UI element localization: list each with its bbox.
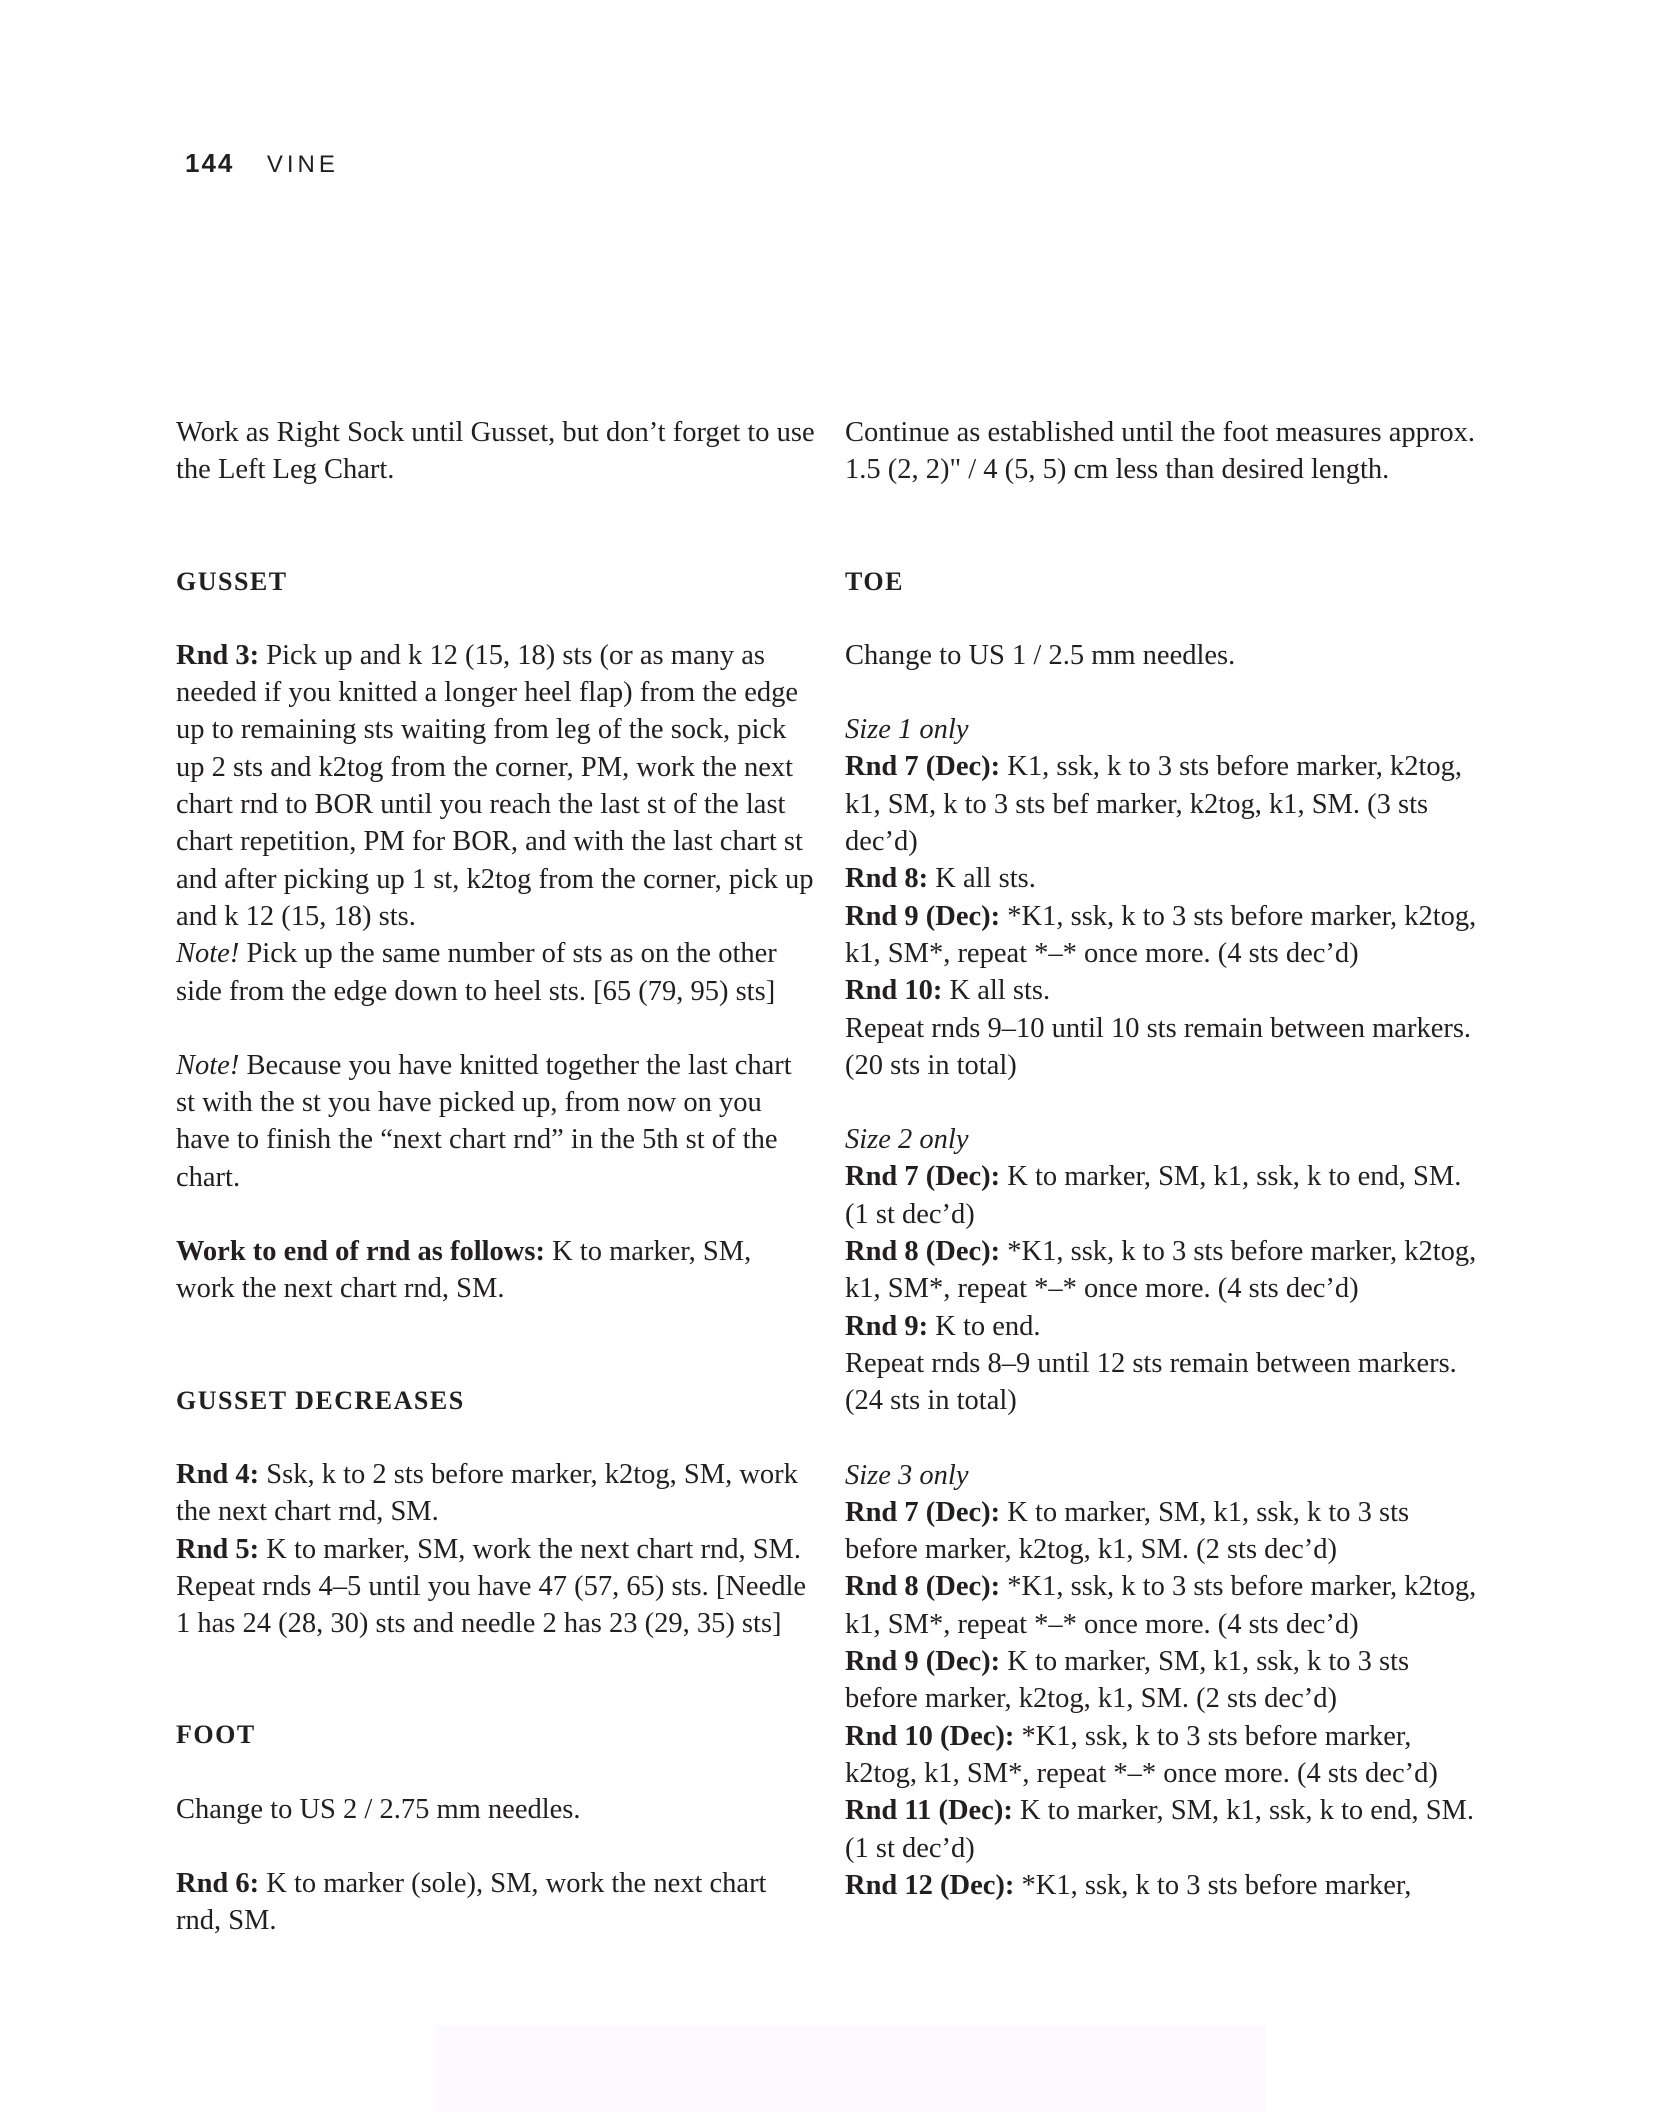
rnd3-text: Pick up and k 12 (15, 18) sts (or as many as needed if you knitted a longer heel flap) from the edge up to remaining sts waiting from leg of the sock, pick up 2 sts and k2tog from the corner, PM, work the next chart rnd to BOR until you reach the last st of the last chart repetition, PM for BOR, and with the last chart st and after picking up 1 st, k2tog from the corner, pick up and k 12 (15, 18) sts. <box>176 639 814 932</box>
size3-rnd11-label: Rnd 11 (Dec): <box>845 1795 1013 1827</box>
note1-text: Pick up the same number of sts as on the other side from the edge down to heel sts. [65 (79, 95) sts] <box>176 938 777 1007</box>
repeat-4-5-paragraph: Repeat rnds 4–5 until you have 47 (57, 65) sts. [Needle 1 has 24 (28, 30) sts and needle 2 has 23 (29, 35) sts] <box>176 1570 807 1640</box>
note2-text: Because you have knitted together the last chart st with the st you have picked up, from now on you have to finish the “next chart rnd” in the 5th st of the chart. <box>176 1049 792 1193</box>
footer-panel <box>436 2026 1266 2112</box>
rnd4-label: Rnd 4: <box>176 1458 260 1490</box>
size1-rnd10-label: Rnd 10: <box>845 975 943 1007</box>
note2-paragraph <box>176 1047 816 1196</box>
size2-rnd8 <box>845 1233 1485 1308</box>
size3-rnd12-text: *K1, ssk, k to 3 sts before marker, <box>1014 1869 1412 1901</box>
size1-label-text: Size 1 only <box>845 714 969 746</box>
size1-rnd10 <box>845 972 1485 1009</box>
rnd3-label: Rnd 3: <box>176 639 260 671</box>
size2-rnd8-label: Rnd 8 (Dec): <box>845 1236 1001 1268</box>
rnd3-paragraph <box>176 637 816 935</box>
size2-label <box>845 1121 1485 1158</box>
rnd5-text: K to marker, SM, work the next chart rnd, SM. <box>259 1533 802 1565</box>
size3-rnd7-text: K to marker, SM, k1, ssk, k to 3 sts before marker, k2tog, k1, SM. (2 sts dec’d) <box>845 1496 1410 1566</box>
size2-rnd7 <box>845 1158 1485 1233</box>
rnd5-label: Rnd 5: <box>176 1533 260 1565</box>
size3-label <box>845 1457 1485 1494</box>
rnd6-paragraph <box>176 1865 816 1940</box>
running-title: VINE <box>266 151 339 178</box>
size3-rnd9 <box>845 1643 1485 1718</box>
toe-heading: TOE <box>845 566 904 596</box>
size1-repeat: Repeat rnds 9–10 until 10 sts remain between markers. (20 sts in total) <box>845 1012 1472 1081</box>
size3-rnd11 <box>845 1792 1485 1867</box>
page-header <box>185 148 339 179</box>
size3-rnd10-text: *K1, ssk, k to 3 sts before marker, k2tog, k1, SM*, repeat *–* once more. (4 sts dec’d) <box>845 1720 1438 1789</box>
rnd5-paragraph <box>176 1531 816 1568</box>
left-column <box>176 414 816 1940</box>
continue-paragraph: Continue as established until the foot measures approx. 1.5 (2, 2)" / 4 (5, 5) cm less than desired length. <box>845 417 1476 486</box>
size3-rnd7 <box>845 1494 1485 1569</box>
toe-needles-paragraph: Change to US 1 / 2.5 mm needles. <box>845 639 1236 671</box>
size1-rnd8-text: K all sts. <box>928 863 1036 895</box>
gusset-heading: GUSSET <box>176 566 288 596</box>
size3-label-text: Size 3 only <box>845 1459 969 1491</box>
size3-rnd9-text: K to marker, SM, k1, ssk, k to 3 sts before marker, k2tog, k1, SM. (2 sts dec’d) <box>845 1646 1410 1715</box>
foot-needles-paragraph: Change to US 2 / 2.75 mm needles. <box>176 1793 581 1825</box>
size3-rnd8 <box>845 1568 1485 1643</box>
page-number: 144 <box>185 148 235 178</box>
size1-rnd8-label: Rnd 8: <box>845 863 929 895</box>
right-column <box>845 414 1485 1904</box>
size2-label-text: Size 2 only <box>845 1124 969 1156</box>
size3-rnd11-text: K to marker, SM, k1, ssk, k to end, SM. (1 st dec’d) <box>845 1795 1475 1864</box>
size3-rnd8-text: *K1, ssk, k to 3 sts before marker, k2tog, k1, SM*, repeat *–* once more. (4 sts dec’d) <box>845 1571 1477 1640</box>
note1-paragraph <box>176 935 816 1010</box>
work-text: K to marker, SM, work the next chart rnd, SM. <box>176 1236 752 1305</box>
size3-rnd7-label: Rnd 7 (Dec): <box>845 1496 1001 1528</box>
size2-rnd9-text: K to end. <box>928 1310 1041 1342</box>
size1-rnd9 <box>845 898 1485 973</box>
size2-rnd7-label: Rnd 7 (Dec): <box>845 1161 1001 1193</box>
size2-rnd9 <box>845 1308 1485 1345</box>
size1-label <box>845 711 1485 748</box>
size2-rnd8-text: *K1, ssk, k to 3 sts before marker, k2tog, k1, SM*, repeat *–* once more. (4 sts dec’d) <box>845 1236 1477 1305</box>
size1-rnd9-text: *K1, ssk, k to 3 sts before marker, k2tog, k1, SM*, repeat *–* once more. (4 sts dec’d) <box>845 900 1477 969</box>
size3-rnd8-label: Rnd 8 (Dec): <box>845 1571 1001 1603</box>
work-label: Work to end of rnd as follows: <box>176 1236 545 1268</box>
size1-rnd7 <box>845 748 1485 860</box>
size1-rnd9-label: Rnd 9 (Dec): <box>845 900 1001 932</box>
size2-repeat: Repeat rnds 8–9 until 12 sts remain between markers. (24 sts in total) <box>845 1347 1457 1417</box>
foot-heading: FOOT <box>176 1720 256 1750</box>
size3-rnd10-label: Rnd 10 (Dec): <box>845 1720 1015 1752</box>
size3-rnd9-label: Rnd 9 (Dec): <box>845 1646 1001 1678</box>
work-paragraph <box>176 1233 816 1308</box>
note1-label: Note! <box>176 938 240 970</box>
size2-rnd9-label: Rnd 9: <box>845 1310 929 1342</box>
size2-rnd7-text: K to marker, SM, k1, ssk, k to end, SM. (1 st dec’d) <box>845 1161 1462 1230</box>
size1-rnd7-text: K1, ssk, k to 3 sts before marker, k2tog, k1, SM, k to 3 sts bef marker, k2tog, k1, SM. (3 sts dec’d) <box>845 751 1463 858</box>
rnd4-text: Ssk, k to 2 sts before marker, k2tog, SM, work the next chart rnd, SM. <box>176 1458 798 1528</box>
rnd6-label: Rnd 6: <box>176 1868 260 1900</box>
size1-rnd7-label: Rnd 7 (Dec): <box>845 751 1001 783</box>
gusset-decreases-heading: GUSSET DECREASES <box>176 1385 465 1415</box>
size1-rnd10-text: K all sts. <box>942 975 1051 1007</box>
size1-rnd8 <box>845 860 1485 897</box>
rnd6-text: K to marker (sole), SM, work the next chart rnd, SM. <box>176 1868 767 1937</box>
size3-rnd12-label: Rnd 12 (Dec): <box>845 1869 1015 1901</box>
rnd4-paragraph <box>176 1456 816 1531</box>
size3-rnd10 <box>845 1718 1485 1793</box>
size3-rnd12 <box>845 1867 1485 1904</box>
note2-label: Note! <box>176 1049 240 1081</box>
intro-paragraph: Work as Right Sock until Gusset, but don’t forget to use the Left Leg Chart. <box>176 417 815 486</box>
